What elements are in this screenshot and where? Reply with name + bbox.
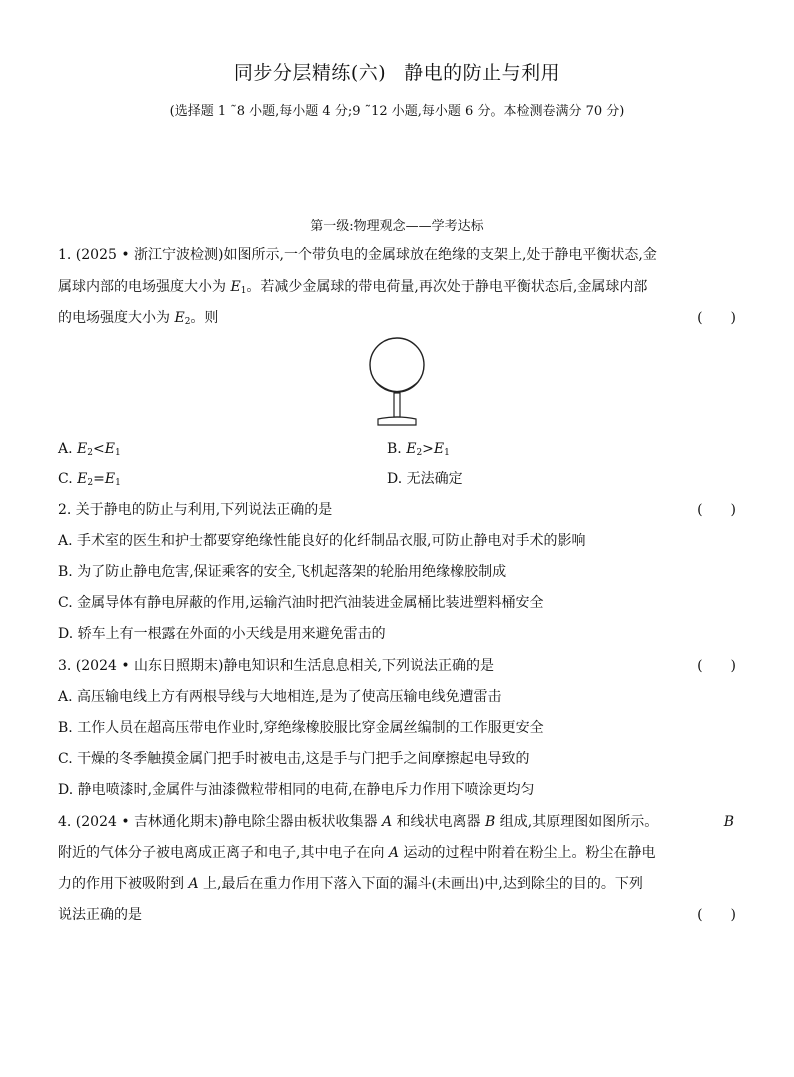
level-heading: 第一级:物理观念——学考达标 (310, 219, 484, 234)
q2-option-c[interactable]: C. 金属导体有静电屏蔽的作用,运输汽油时把汽油装进金属桶比装进塑料桶安全 (58, 595, 544, 611)
page-title (0, 58, 794, 85)
q3-option-d[interactable]: D. 静电喷漆时,金属件与油漆微粒带相同的电荷,在静电斥力作用下喷涂更均匀 (58, 782, 535, 798)
q2-option-b[interactable]: B. 为了防止静电危害,保证乘客的安全,飞机起落架的轮胎用绝缘橡胶制成 (58, 564, 507, 580)
q3-option-c[interactable]: C. 干燥的冬季触摸金属门把手时被电击,这是手与门把手之间摩擦起电导致的 (58, 751, 530, 767)
q2-stem: 2. 关于静电的防止与利用,下列说法正确的是 (58, 502, 333, 518)
q3-option-b[interactable]: B. 工作人员在超高压带电作业时,穿绝缘橡胶服比穿金属丝编制的工作服更安全 (58, 720, 544, 736)
q4-line-4: 说法正确的是 (58, 907, 142, 923)
q2-option-a[interactable]: A. 手术室的医生和护士都要穿绝缘性能良好的化纤制品衣服,可防止静电对手术的影响 (58, 533, 586, 549)
q4-line-3: 力的作用下被吸附到 A 上,最后在重力作用下落入下面的漏斗(未画出)中,达到除尘的目的。下列 (58, 876, 643, 892)
metal-sphere-on-stand-icon (362, 335, 432, 435)
q4-answer-blank[interactable]: ( ) (697, 907, 736, 923)
q3-option-a[interactable]: A. 高压输电线上方有两根导线与大地相连,是为了使高压输电线免遭雷击 (58, 689, 502, 705)
q4-line-2: 附近的气体分子被电离成正离子和电子,其中电子在向 A 运动的过程中附着在粉尘上。粉尘在静电 (58, 845, 656, 861)
q1-option-d[interactable]: D. 无法确定 (387, 471, 463, 487)
q1-line-2: 属球内部的电场强度大小为 $E_1$。若减少金属球的带电荷量,再次处于静电平衡状态后,金属球内部 (58, 279, 648, 296)
q2-option-d[interactable]: D. 轿车上有一根露在外面的小天线是用来避免雷击的 (58, 626, 386, 642)
q1-line-3: 的电场强度大小为 $E_2$。则 (58, 310, 219, 327)
title-topic: 静电的防止与利用 (404, 62, 561, 84)
q1-option-b[interactable]: B. $E_2>E_1$ (387, 441, 450, 458)
q4-line-1: 4. (2024 • 吉林通化期末)静电除尘器由板状收集器 A 和线状电离器 B 组成,其原理图如图所示。 (58, 814, 659, 830)
q1-option-c[interactable]: C. $E_2=E_1$ (58, 471, 121, 488)
q1-line-1: 1. (2025 • 浙江宁波检测)如图所示,一个带负电的金属球放在绝缘的支架上,处于静电平衡状态,金 (58, 247, 657, 263)
q2-answer-blank[interactable]: ( ) (697, 502, 736, 518)
q1-option-a[interactable]: A. $E_2<E_1$ (58, 441, 121, 458)
q1-figure (362, 335, 432, 435)
title-series: 同步分层精练(六) (233, 62, 387, 84)
scoring-note: (选择题 1 ˜8 小题,每小题 4 分;9 ˜12 小题,每小题 6 分。本检测卷满分 70 分) (169, 104, 625, 119)
q3-answer-blank[interactable]: ( ) (697, 658, 736, 674)
q4-line-1-end: B (723, 814, 734, 830)
q1-answer-blank[interactable]: ( ) (697, 310, 736, 326)
q3-stem: 3. (2024 • 山东日照期末)静电知识和生活息息相关,下列说法正确的是 (58, 658, 494, 674)
